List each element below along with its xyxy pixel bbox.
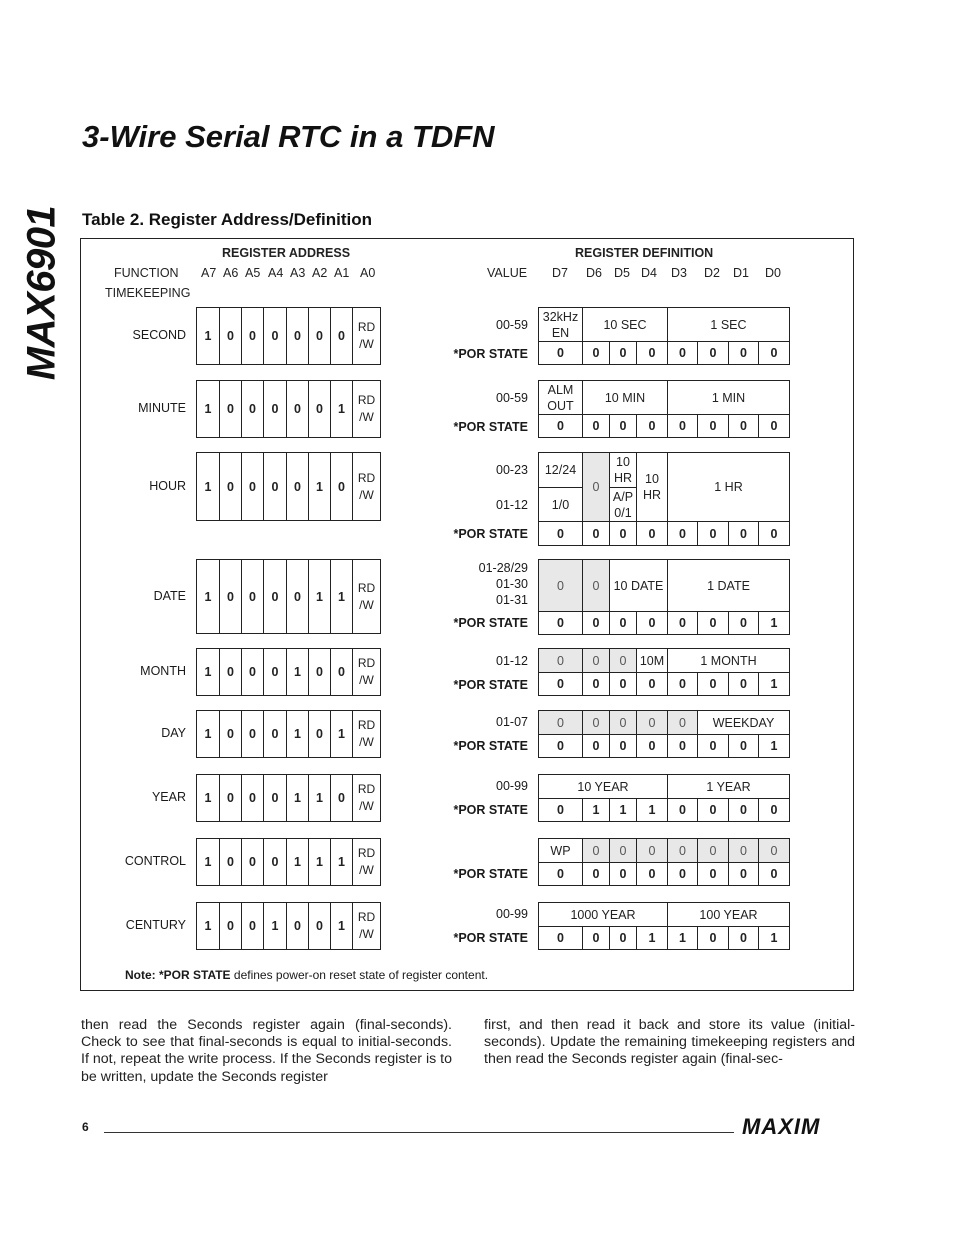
address-bit-cell: 1 bbox=[196, 307, 220, 365]
register-field-cell: 0 bbox=[667, 838, 698, 863]
address-bit-cell: 0 bbox=[263, 710, 287, 758]
address-bit-cell: 0 bbox=[263, 838, 287, 886]
register-field-cell: 0 bbox=[636, 838, 668, 863]
value-range: 00-99 bbox=[496, 907, 528, 921]
por-state-bit: 0 bbox=[636, 672, 668, 696]
register-name-day: DAY bbox=[161, 726, 186, 740]
por-state-bit: 1 bbox=[758, 926, 790, 950]
register-field-cell: 10 YEAR bbox=[538, 774, 668, 799]
por-state-bit: 0 bbox=[758, 862, 790, 886]
por-state-bit: 0 bbox=[728, 926, 759, 950]
register-field-cell: A/P 0/1 bbox=[609, 487, 637, 522]
address-bit-cell: 1 bbox=[308, 838, 331, 886]
note-text: defines power-on reset state of register content. bbox=[230, 968, 489, 982]
address-bit-cell: 0 bbox=[219, 452, 242, 521]
address-bit-cell: 1 bbox=[286, 838, 309, 886]
read-write-cell: RD /W bbox=[352, 648, 381, 696]
address-bit-cell: 0 bbox=[286, 307, 309, 365]
address-bit-cell: 0 bbox=[241, 559, 264, 634]
address-bit-cell: 0 bbox=[263, 648, 287, 696]
por-state-bit: 0 bbox=[582, 926, 610, 950]
por-state-bit: 0 bbox=[728, 341, 759, 365]
address-bit-header: A3 bbox=[290, 266, 306, 280]
por-state-bit: 0 bbox=[697, 521, 729, 546]
por-state-bit: 0 bbox=[636, 521, 668, 546]
por-state-bit: 0 bbox=[538, 672, 583, 696]
register-name-second: SECOND bbox=[132, 328, 186, 342]
read-write-cell: RD /W bbox=[352, 559, 381, 634]
data-bit-header: D7 bbox=[552, 266, 568, 280]
table-note bbox=[125, 968, 488, 982]
register-field-cell: 0 bbox=[667, 710, 698, 735]
table-caption: Table 2. Register Address/Definition bbox=[82, 210, 373, 229]
address-bit-header: A5 bbox=[245, 266, 261, 280]
value-range: 01-12 bbox=[496, 654, 528, 668]
address-bit-cell: 1 bbox=[196, 902, 220, 950]
por-state-bit: 0 bbox=[667, 734, 698, 758]
por-state-bit: 0 bbox=[697, 862, 729, 886]
address-bit-cell: 0 bbox=[308, 307, 331, 365]
por-state-bit: 0 bbox=[697, 672, 729, 696]
por-state-bit: 1 bbox=[636, 926, 668, 950]
register-field-cell: 0 bbox=[582, 559, 610, 612]
address-bit-cell: 0 bbox=[308, 380, 331, 438]
por-state-bit: 0 bbox=[609, 341, 637, 365]
read-write-cell: RD /W bbox=[352, 307, 381, 365]
por-state-label: *POR STATE bbox=[453, 931, 528, 945]
value-header: VALUE bbox=[487, 266, 528, 280]
register-field-cell: 1 SEC bbox=[667, 307, 790, 342]
address-bit-cell: 0 bbox=[219, 380, 242, 438]
register-field-cell: 0 bbox=[538, 648, 583, 673]
por-state-bit: 0 bbox=[636, 341, 668, 365]
register-field-cell: 0 bbox=[582, 452, 610, 522]
value-range: 00-99 bbox=[496, 779, 528, 793]
timekeeping-header: TIMEKEEPING bbox=[105, 286, 191, 300]
body-column-left: then read the Seconds register again (final-seconds). Check to see that final-seconds is equal to initial-seconds. If not, repeat the write process. If the Seconds register is to be written, update the Seconds register bbox=[81, 1017, 452, 1085]
maxim-logo: MAXIM bbox=[742, 1114, 821, 1139]
por-state-bit: 0 bbox=[538, 734, 583, 758]
por-state-bit: 0 bbox=[636, 414, 668, 438]
address-bit-cell: 1 bbox=[263, 902, 287, 950]
por-state-bit: 1 bbox=[636, 798, 668, 822]
function-header: FUNCTION bbox=[114, 266, 179, 280]
register-field-cell: 10 HR bbox=[636, 452, 668, 522]
address-bit-cell: 0 bbox=[263, 307, 287, 365]
register-field-cell: 12/24 bbox=[538, 452, 583, 488]
address-bit-cell: 1 bbox=[330, 380, 353, 438]
por-state-bit: 0 bbox=[758, 414, 790, 438]
address-bit-cell: 0 bbox=[263, 559, 287, 634]
por-state-bit: 0 bbox=[538, 414, 583, 438]
por-state-bit: 0 bbox=[758, 521, 790, 546]
por-state-bit: 0 bbox=[667, 862, 698, 886]
address-bit-cell: 0 bbox=[330, 307, 353, 365]
address-bit-cell: 0 bbox=[263, 380, 287, 438]
por-state-bit: 0 bbox=[582, 862, 610, 886]
por-state-bit: 0 bbox=[667, 521, 698, 546]
address-bit-cell: 1 bbox=[286, 710, 309, 758]
data-bit-header: D3 bbox=[671, 266, 687, 280]
register-field-cell: 10M bbox=[636, 648, 668, 673]
por-state-bit: 0 bbox=[582, 341, 610, 365]
address-bit-cell: 1 bbox=[196, 380, 220, 438]
address-bit-cell: 0 bbox=[330, 774, 353, 822]
register-field-cell: 1000 YEAR bbox=[538, 902, 668, 927]
por-state-bit: 0 bbox=[636, 862, 668, 886]
address-bit-cell: 0 bbox=[241, 307, 264, 365]
address-bit-cell: 0 bbox=[219, 902, 242, 950]
address-bit-cell: 1 bbox=[308, 452, 331, 521]
register-field-cell: 0 bbox=[538, 559, 583, 612]
address-bit-cell: 0 bbox=[219, 648, 242, 696]
por-state-bit: 0 bbox=[667, 611, 698, 635]
address-bit-cell: 0 bbox=[308, 648, 331, 696]
por-state-bit: 0 bbox=[728, 862, 759, 886]
por-state-bit: 1 bbox=[758, 734, 790, 758]
por-state-bit: 0 bbox=[667, 798, 698, 822]
register-field-cell: 0 bbox=[636, 710, 668, 735]
por-state-label: *POR STATE bbox=[453, 616, 528, 630]
por-state-bit: 0 bbox=[667, 414, 698, 438]
read-write-cell: RD /W bbox=[352, 710, 381, 758]
address-bit-header: A0 bbox=[360, 266, 376, 280]
por-state-bit: 0 bbox=[538, 521, 583, 546]
register-field-cell: 10 DATE bbox=[609, 559, 668, 612]
address-bit-cell: 1 bbox=[196, 710, 220, 758]
register-field-cell: 1 MONTH bbox=[667, 648, 790, 673]
por-state-bit: 0 bbox=[609, 862, 637, 886]
address-bit-cell: 0 bbox=[241, 452, 264, 521]
address-bit-cell: 1 bbox=[196, 774, 220, 822]
register-field-cell: 1 MIN bbox=[667, 380, 790, 415]
por-state-bit: 0 bbox=[728, 798, 759, 822]
register-field-cell: 0 bbox=[728, 838, 759, 863]
por-state-bit: 0 bbox=[728, 672, 759, 696]
por-state-label: *POR STATE bbox=[453, 347, 528, 361]
address-bit-cell: 1 bbox=[330, 559, 353, 634]
page-title: 3-Wire Serial RTC in a TDFN bbox=[82, 119, 495, 154]
address-bit-cell: 0 bbox=[308, 710, 331, 758]
address-bit-header: A4 bbox=[268, 266, 284, 280]
por-state-bit: 0 bbox=[538, 798, 583, 822]
address-bit-cell: 0 bbox=[241, 648, 264, 696]
address-bit-cell: 0 bbox=[286, 452, 309, 521]
por-state-bit: 0 bbox=[667, 672, 698, 696]
register-field-cell: 0 bbox=[697, 838, 729, 863]
address-bit-cell: 0 bbox=[219, 559, 242, 634]
por-state-bit: 0 bbox=[609, 926, 637, 950]
read-write-cell: RD /W bbox=[352, 838, 381, 886]
address-bit-cell: 0 bbox=[219, 838, 242, 886]
address-bit-cell: 0 bbox=[219, 710, 242, 758]
por-state-bit: 1 bbox=[609, 798, 637, 822]
register-name-control: CONTROL bbox=[124, 854, 186, 868]
por-state-bit: 1 bbox=[667, 926, 698, 950]
por-state-bit: 0 bbox=[609, 414, 637, 438]
register-field-cell: 0 bbox=[609, 648, 637, 673]
address-bit-cell: 0 bbox=[219, 307, 242, 365]
address-bit-cell: 0 bbox=[241, 838, 264, 886]
address-bit-cell: 1 bbox=[196, 648, 220, 696]
register-field-cell: ALM OUT bbox=[538, 380, 583, 415]
read-write-cell: RD /W bbox=[352, 380, 381, 438]
por-state-bit: 0 bbox=[697, 341, 729, 365]
por-state-bit: 0 bbox=[538, 926, 583, 950]
address-bit-cell: 0 bbox=[219, 774, 242, 822]
data-bit-header: D2 bbox=[704, 266, 720, 280]
page-number: 6 bbox=[82, 1120, 89, 1134]
data-bit-header: D6 bbox=[586, 266, 602, 280]
read-write-cell: RD /W bbox=[352, 774, 381, 822]
register-definition-header: REGISTER DEFINITION bbox=[575, 246, 714, 260]
register-field-cell: 10 HR bbox=[609, 452, 637, 488]
por-state-bit: 0 bbox=[636, 611, 668, 635]
por-state-bit: 1 bbox=[758, 672, 790, 696]
data-bit-header: D4 bbox=[641, 266, 657, 280]
address-bit-header: A6 bbox=[223, 266, 239, 280]
por-state-label: *POR STATE bbox=[453, 678, 528, 692]
value-range: 01-28/29 01-30 01-31 bbox=[478, 561, 528, 607]
body-column-right: first, and then read it back and store its value (initial-seconds). Update the remaining timekeeping registers and then read the Seconds register again (final-sec- bbox=[484, 1017, 855, 1068]
address-bit-cell: 0 bbox=[241, 902, 264, 950]
register-field-cell: WEEKDAY bbox=[697, 710, 790, 735]
read-write-cell: RD /W bbox=[352, 902, 381, 950]
register-field-cell: 0 bbox=[538, 710, 583, 735]
por-state-bit: 0 bbox=[609, 734, 637, 758]
register-field-cell: 10 MIN bbox=[582, 380, 668, 415]
por-state-label: *POR STATE bbox=[453, 420, 528, 434]
register-field-cell: 32kHz EN bbox=[538, 307, 583, 342]
register-address-header: REGISTER ADDRESS bbox=[222, 246, 351, 260]
data-bit-header: D0 bbox=[765, 266, 781, 280]
address-bit-cell: 1 bbox=[196, 452, 220, 521]
address-bit-cell: 1 bbox=[330, 838, 353, 886]
por-state-bit: 0 bbox=[609, 521, 637, 546]
value-range: 01-07 bbox=[496, 715, 528, 729]
address-bit-cell: 1 bbox=[286, 648, 309, 696]
por-state-bit: 0 bbox=[697, 926, 729, 950]
address-bit-cell: 0 bbox=[241, 710, 264, 758]
register-name-century: CENTURY bbox=[125, 918, 186, 932]
register-field-cell: 100 YEAR bbox=[667, 902, 790, 927]
por-state-bit: 0 bbox=[728, 414, 759, 438]
value-range: 00-59 bbox=[496, 318, 528, 332]
por-state-bit: 1 bbox=[758, 611, 790, 635]
value-range: 00-59 bbox=[496, 391, 528, 405]
por-state-bit: 0 bbox=[582, 672, 610, 696]
por-state-label: *POR STATE bbox=[453, 527, 528, 541]
por-state-bit: 0 bbox=[582, 521, 610, 546]
value-range: 01-12 bbox=[496, 498, 528, 512]
register-name-month: MONTH bbox=[140, 664, 186, 678]
por-state-bit: 0 bbox=[758, 798, 790, 822]
register-field-cell: 0 bbox=[609, 710, 637, 735]
por-state-bit: 0 bbox=[582, 611, 610, 635]
por-state-bit: 0 bbox=[582, 414, 610, 438]
address-bit-cell: 0 bbox=[263, 774, 287, 822]
por-state-bit: 0 bbox=[538, 611, 583, 635]
por-state-bit: 0 bbox=[609, 672, 637, 696]
side-label: MAX6901 bbox=[19, 205, 64, 381]
register-field-cell: 0 bbox=[609, 838, 637, 863]
por-state-bit: 0 bbox=[636, 734, 668, 758]
por-state-bit: 0 bbox=[609, 611, 637, 635]
read-write-cell: RD /W bbox=[352, 452, 381, 521]
address-bit-cell: 0 bbox=[263, 452, 287, 521]
address-bit-cell: 1 bbox=[308, 774, 331, 822]
address-bit-cell: 1 bbox=[286, 774, 309, 822]
address-bit-header: A7 bbox=[201, 266, 217, 280]
register-field-cell: 0 bbox=[582, 710, 610, 735]
address-bit-header: A2 bbox=[312, 266, 328, 280]
data-bit-header: D5 bbox=[614, 266, 630, 280]
por-state-label: *POR STATE bbox=[453, 867, 528, 881]
register-field-cell: WP bbox=[538, 838, 583, 863]
address-bit-cell: 0 bbox=[241, 380, 264, 438]
por-state-bit: 0 bbox=[667, 341, 698, 365]
address-bit-cell: 0 bbox=[330, 452, 353, 521]
address-bit-header: A1 bbox=[334, 266, 350, 280]
address-bit-cell: 1 bbox=[330, 902, 353, 950]
por-state-bit: 0 bbox=[697, 798, 729, 822]
register-field-cell: 0 bbox=[582, 838, 610, 863]
por-state-bit: 0 bbox=[697, 734, 729, 758]
address-bit-cell: 1 bbox=[196, 559, 220, 634]
note-prefix: Note: *POR STATE bbox=[125, 968, 231, 982]
register-field-cell: 0 bbox=[582, 648, 610, 673]
register-name-year: YEAR bbox=[151, 790, 186, 804]
register-field-cell: 1/0 bbox=[538, 487, 583, 522]
por-state-bit: 1 bbox=[582, 798, 610, 822]
por-state-label: *POR STATE bbox=[453, 739, 528, 753]
register-field-cell: 1 DATE bbox=[667, 559, 790, 612]
por-state-bit: 0 bbox=[538, 341, 583, 365]
address-bit-cell: 0 bbox=[286, 559, 309, 634]
register-field-cell: 10 SEC bbox=[582, 307, 668, 342]
por-state-bit: 0 bbox=[697, 414, 729, 438]
value-range: 00-23 bbox=[496, 463, 528, 477]
register-name-date: DATE bbox=[153, 588, 186, 603]
address-bit-cell: 0 bbox=[330, 648, 353, 696]
footer-rule bbox=[104, 1132, 734, 1133]
por-state-bit: 0 bbox=[582, 734, 610, 758]
address-bit-cell: 1 bbox=[196, 838, 220, 886]
address-bit-cell: 0 bbox=[286, 380, 309, 438]
register-name-hour: HOUR bbox=[149, 478, 186, 493]
por-state-bit: 0 bbox=[697, 611, 729, 635]
address-bit-cell: 1 bbox=[330, 710, 353, 758]
address-bit-cell: 0 bbox=[286, 902, 309, 950]
por-state-bit: 0 bbox=[728, 521, 759, 546]
address-bit-cell: 0 bbox=[308, 902, 331, 950]
por-state-label: *POR STATE bbox=[453, 803, 528, 817]
register-field-cell: 1 HR bbox=[667, 452, 790, 522]
por-state-bit: 0 bbox=[728, 611, 759, 635]
register-field-cell: 0 bbox=[758, 838, 790, 863]
por-state-bit: 0 bbox=[728, 734, 759, 758]
por-state-bit: 0 bbox=[758, 341, 790, 365]
register-field-cell: 1 YEAR bbox=[667, 774, 790, 799]
register-name-minute: MINUTE bbox=[138, 401, 186, 415]
address-bit-cell: 1 bbox=[308, 559, 331, 634]
por-state-bit: 0 bbox=[538, 862, 583, 886]
data-bit-header: D1 bbox=[733, 266, 749, 280]
address-bit-cell: 0 bbox=[241, 774, 264, 822]
